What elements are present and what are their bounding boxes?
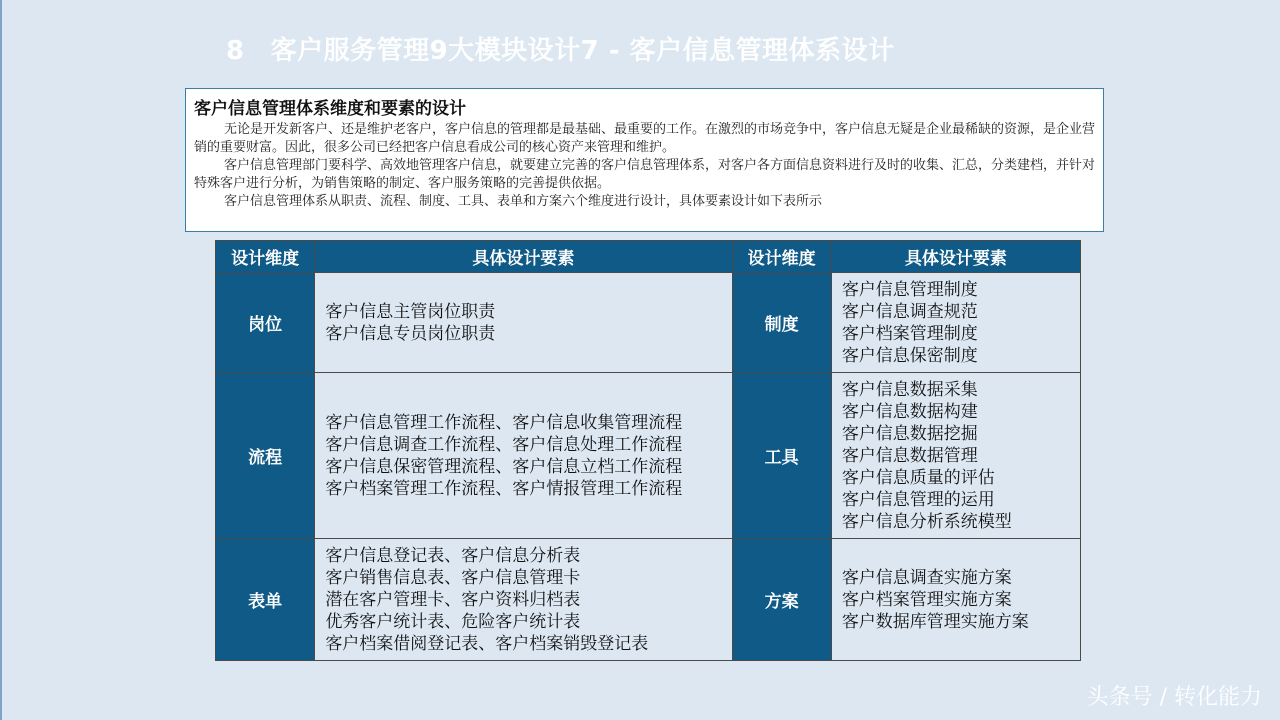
elements-cell [315,273,732,373]
element-item: 客户档案管理制度 [841,323,978,344]
element-item: 优秀客户统计表、危险客户统计表 [325,611,581,632]
dimension-cell: 方案 [732,539,831,661]
element-item: 客户信息保密制度 [841,345,978,366]
header-dimension: 设计维度 [216,241,315,273]
element-item: 客户信息调查规范 [841,301,978,322]
design-elements-table [215,240,1081,661]
element-item: 客户信息管理制度 [841,279,978,300]
element-item: 客户信息保密管理流程、客户信息立档工作流程 [325,456,683,477]
element-item: 客户数据库管理实施方案 [841,611,1029,632]
element-item: 客户信息数据构建 [841,401,978,422]
elements-cell [315,373,732,539]
element-item: 客户信息分析系统模型 [841,511,1012,532]
element-item: 客户档案管理实施方案 [841,589,1012,610]
intro-paragraph: 客户信息管理体系从职责、流程、制度、工具、表单和方案六个维度进行设计，具体要素设计如下表所示 [224,194,823,209]
elements-cell [831,273,1080,373]
table-header-row [216,241,1081,273]
element-item: 客户信息管理的运用 [841,489,995,510]
dimension-cell: 制度 [732,273,831,373]
element-item: 客户档案管理工作流程、客户情报管理工作流程 [325,478,683,499]
element-item: 客户信息主管岗位职责 [325,301,496,322]
intro-paragraph: 客户信息管理部门要科学、高效地管理客户信息，就要建立完善的客户信息管理体系，对客户各方面信息资料进行及时的收集、汇总，分类建档，并针对特殊客户进行分析，为销售策略的制定、客户服务策略的完善提供依据。 [194,158,1096,191]
element-item: 客户信息登记表、客户信息分析表 [325,545,581,566]
intro-box [185,88,1104,232]
slide-title-text: 客户服务管理9大模块设计7 - 客户信息管理体系设计 [270,36,895,66]
element-item: 潜在客户管理卡、客户资料归档表 [325,589,581,610]
intro-paragraph: 无论是开发新客户、还是维护老客户，客户信息的管理都是最基础、最重要的工作。在激烈的市场竞争中，客户信息无疑是企业最稀缺的资源，是企业营销的重要财富。因此，很多公司已经把客户信息看成公司的核心资产来管理和维护。 [194,122,1096,155]
element-item: 客户销售信息表、客户信息管理卡 [325,567,581,588]
element-item: 客户信息数据管理 [841,445,978,466]
element-item: 客户信息数据挖掘 [841,423,978,444]
intro-heading: 客户信息管理体系维度和要素的设计 [194,99,466,119]
element-item: 客户信息管理工作流程、客户信息收集管理流程 [325,412,683,433]
header-dimension: 设计维度 [732,241,831,273]
element-item: 客户档案借阅登记表、客户档案销毁登记表 [325,633,649,654]
header-elements: 具体设计要素 [315,241,732,273]
elements-cell [315,539,732,661]
watermark: 头条号 / 转化能力 [1086,685,1262,710]
dimension-cell: 岗位 [216,273,315,373]
element-item: 客户信息数据采集 [841,379,978,400]
table-row [216,373,1081,539]
dimension-cell: 表单 [216,539,315,661]
table-row [216,539,1081,661]
slide-number: 8 [226,36,245,66]
element-item: 客户信息调查实施方案 [841,567,1012,588]
element-item: 客户信息质量的评估 [841,467,995,488]
slide-title [226,30,895,67]
element-item: 客户信息专员岗位职责 [325,323,496,344]
elements-cell [831,539,1080,661]
element-item: 客户信息调查工作流程、客户信息处理工作流程 [325,434,683,455]
dimension-cell: 工具 [732,373,831,539]
table-row [216,273,1081,373]
elements-cell [831,373,1080,539]
header-elements: 具体设计要素 [831,241,1080,273]
dimension-cell: 流程 [216,373,315,539]
